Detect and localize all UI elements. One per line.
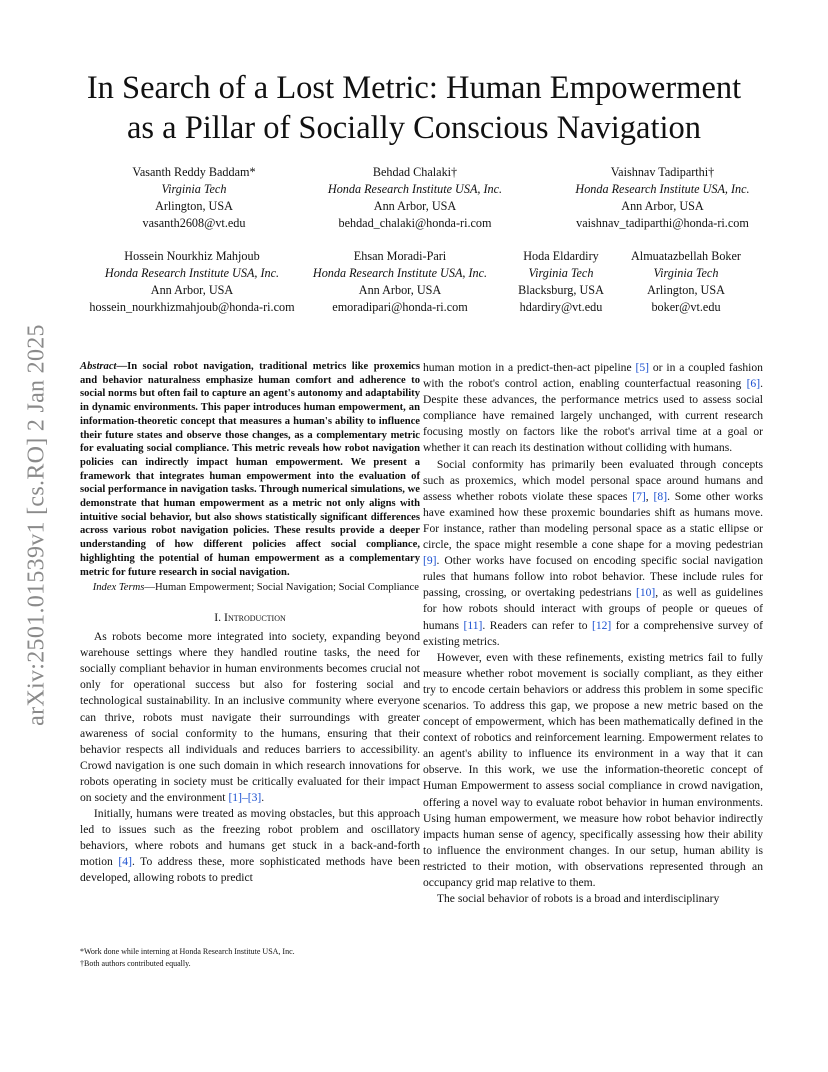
- author-name: Hossein Nourkhiz Mahjoub: [124, 249, 260, 263]
- intro-paragraph-5: However, even with these refinements, existing metrics fail to fully measure whether robot movement is socially compliant, as they either try to encode certain behaviors or address this problem in some specific scenarios. To address this gap, we propose a new metric based on the concept of empowerment, which has been mathematically defined in the context of robotics and reinforcement learning. Empowerment relates to an agent's ability to influence its environment in a way that it can observe. In this work, we use the information-theoretic concept of Human Empowerment to assess social compliance in crowd navigation, offering a novel way to evaluate robot behavior in human environments. Using human empowerment, we measure how robot behavior indirectly impacts human sense of agency, specifically assessing how their ability to influence the environment changes. In our setup, human ability is restricted to their motion, with observations represented through an occupancy grid map relative to them.: [423, 650, 763, 889]
- author-email[interactable]: hdardiry@vt.edu: [519, 300, 603, 314]
- author-email[interactable]: vasanth2608@vt.edu: [142, 216, 246, 230]
- author-email[interactable]: hossein_nourkhizmahjoub@honda-ri.com: [89, 300, 295, 314]
- section-heading-introduction: I. Introduction: [214, 609, 286, 624]
- citation-link[interactable]: [10]: [635, 586, 656, 600]
- author-block-baddam: [104, 164, 284, 232]
- footnote-2: †Both authors contributed equally.: [80, 959, 191, 968]
- paragraph-text: for a comprehensive survey of existing metrics.: [423, 618, 763, 648]
- right-column: [423, 360, 763, 907]
- paragraph-text: Initially, humans were treated as moving obstacles, but this approach led to issues such as the freezing robot problem and oscillatory behaviors, where robots and humans get stuck in a back-and-forth motion: [80, 807, 420, 869]
- index-terms-text: —Human Empowerment; Social Navigation; Social Compliance: [144, 582, 419, 594]
- author-block-mahjoub: [62, 248, 322, 316]
- citation-link[interactable]: [12]: [591, 618, 612, 632]
- intro-paragraph-1: [80, 629, 420, 806]
- left-column: [80, 360, 420, 887]
- author-name: Vaishnav Tadiparthi†: [610, 165, 715, 179]
- paragraph-text: human motion in a predict-then-act pipeline: [423, 361, 636, 374]
- author-location: Blacksburg, USA: [518, 283, 604, 297]
- author-affiliation: Virginia Tech: [528, 266, 594, 280]
- citation-link[interactable]: [11]: [463, 618, 483, 632]
- author-block-boker: [616, 248, 756, 316]
- author-block-moradi-pari: [295, 248, 505, 316]
- paragraph-text: Social conformity has primarily been evaluated through concepts such as proxemics, which model personal space around humans and assess whether robots violate these spaces: [423, 457, 763, 503]
- abstract-text: —In social robot navigation, traditional metrics like proxemics and behavior naturalness emphasize human comfort and adherence to social norms but often fail to capture an agent's autonomy and adaptability in dynamic environments. This paper introduces human empowerment, an information-theoretic concept that measures a human's ability to influence their future states and observe those changes, as a complementary metric for evaluating social compliance. This metric reveals how robot navigation policies can indirectly impact human empowerment. We present a framework that integrates human empowerment into the evaluation of social performance in navigation tasks. Through numerical simulations, we demonstrate that human empowerment as a metric not only aligns with intuitive social behavior, but also shows statistically significant differences across various robot navigation policies. These results provide a deeper understanding of how different policies affect social compliance, highlighting the potential of human empowerment as a complementary metric for future research in social navigation.: [80, 361, 420, 578]
- intro-paragraph-6: The social behavior of robots is a broad and interdisciplinary: [436, 892, 720, 906]
- author-affiliation: Virginia Tech: [161, 182, 227, 196]
- author-email[interactable]: boker@vt.edu: [651, 300, 721, 314]
- footnotes: [80, 946, 420, 970]
- title-line-1: In Search of a Lost Metric: Human Empowerment: [86, 70, 742, 106]
- citation-link[interactable]: [7]: [632, 489, 646, 503]
- abstract-label: Abstract: [80, 361, 117, 372]
- paragraph-text: . Readers can refer to: [482, 618, 592, 632]
- arxiv-id-text: arXiv:2501.01539v1 [cs.RO] 2 Jan 2025: [23, 324, 50, 726]
- author-email[interactable]: emoradipari@honda-ri.com: [332, 300, 468, 314]
- paragraph-text: . To address these, more sophisticated methods have been developed, allowing robots to predict: [80, 855, 420, 885]
- paragraph-text: , as well as guidelines for how robots should interact with groups of people or queues of humans: [423, 586, 763, 632]
- footnote-1: *Work done while interning at Honda Research Institute USA, Inc.: [80, 947, 295, 956]
- paragraph-text: . Despite these advances, the performance metrics used to assess social compliance have remained largely unchanged, with current research focusing mostly on factors like the robot's arrival time at a goal or whether it can reach its destination without colliding with humans.: [423, 377, 763, 455]
- paragraph-text: As robots become more integrated into society, expanding beyond warehouse settings where they handled routine tasks, the need for socially compliant behavior in human environments becomes crucial not only for operational success but also for fostering social and technological sustainability. In an inclusive community where everyone can thrive, robots must navigate their surroundings with greater awareness of social conformity to the humans, ensuring that their behavior respects all individuals and reduces barriers to accessibility. Crowd navigation is one such domain in which research innovations for robots operating in society must be critically evaluated for their impact on society and the environment: [80, 630, 420, 804]
- author-location: Arlington, USA: [155, 199, 233, 213]
- author-email[interactable]: behdad_chalaki@honda-ri.com: [338, 216, 492, 230]
- index-terms-label: Index Terms: [92, 582, 145, 594]
- paragraph-text: or in a coupled fashion with the robot's control action, enabling counterfactual reasoning: [423, 361, 763, 391]
- author-location: Ann Arbor, USA: [150, 283, 234, 297]
- author-location: Ann Arbor, USA: [621, 199, 704, 213]
- author-affiliation: Honda Research Institute USA, Inc.: [575, 182, 750, 196]
- abstract: [80, 360, 420, 579]
- author-block-tadiparthi: [545, 164, 780, 232]
- citation-link[interactable]: [4]: [118, 855, 132, 869]
- author-affiliation: Honda Research Institute USA, Inc.: [312, 266, 488, 280]
- author-location: Ann Arbor, USA: [358, 283, 442, 297]
- paragraph-text: ,: [645, 489, 654, 503]
- author-name: Hoda Eldardiry: [523, 249, 599, 263]
- index-terms: [80, 581, 420, 595]
- paragraph-text: .: [261, 790, 265, 804]
- intro-paragraph-3: [423, 360, 763, 457]
- intro-paragraph-2: [80, 806, 420, 886]
- author-affiliation: Honda Research Institute USA, Inc.: [104, 266, 280, 280]
- author-name: Ehsan Moradi-Pari: [353, 249, 447, 263]
- author-name: Almuatazbellah Boker: [631, 249, 741, 263]
- author-block-eldardiry: [508, 248, 614, 316]
- author-location: Ann Arbor, USA: [373, 199, 457, 213]
- author-location: Arlington, USA: [647, 283, 725, 297]
- citation-link[interactable]: [9]: [423, 554, 437, 568]
- intro-paragraph-4: [423, 457, 763, 650]
- citation-link[interactable]: [1]–[3]: [228, 790, 262, 804]
- title-line-2: as a Pillar of Socially Conscious Navigation: [126, 110, 702, 146]
- citation-link[interactable]: [8]: [653, 489, 668, 503]
- paper-title: [60, 68, 768, 148]
- author-affiliation: Virginia Tech: [653, 266, 719, 280]
- citation-link[interactable]: [5]: [635, 361, 650, 374]
- citation-link[interactable]: [6]: [746, 377, 761, 391]
- author-name: Vasanth Reddy Baddam*: [132, 165, 256, 179]
- paragraph-text: . Some other works have examined how these proxemic boundaries shift as humans move. For instance, rather than modeling personal space as a static ellipse or circle, the space might resemble a cone shape for a moving pedestrian: [423, 489, 764, 552]
- author-affiliation: Honda Research Institute USA, Inc.: [327, 182, 503, 196]
- author-email[interactable]: vaishnav_tadiparthi@honda-ri.com: [576, 216, 749, 230]
- arxiv-identifier-stamp: [20, 290, 54, 760]
- author-name: Behdad Chalaki†: [372, 165, 458, 179]
- paragraph-text: . Other works have focused on encoding specific social navigation rules that humans follow into robot behavior. These include rules for passing, crossing, or overtaking pedestrians: [423, 554, 763, 600]
- author-block-chalaki: [300, 164, 530, 232]
